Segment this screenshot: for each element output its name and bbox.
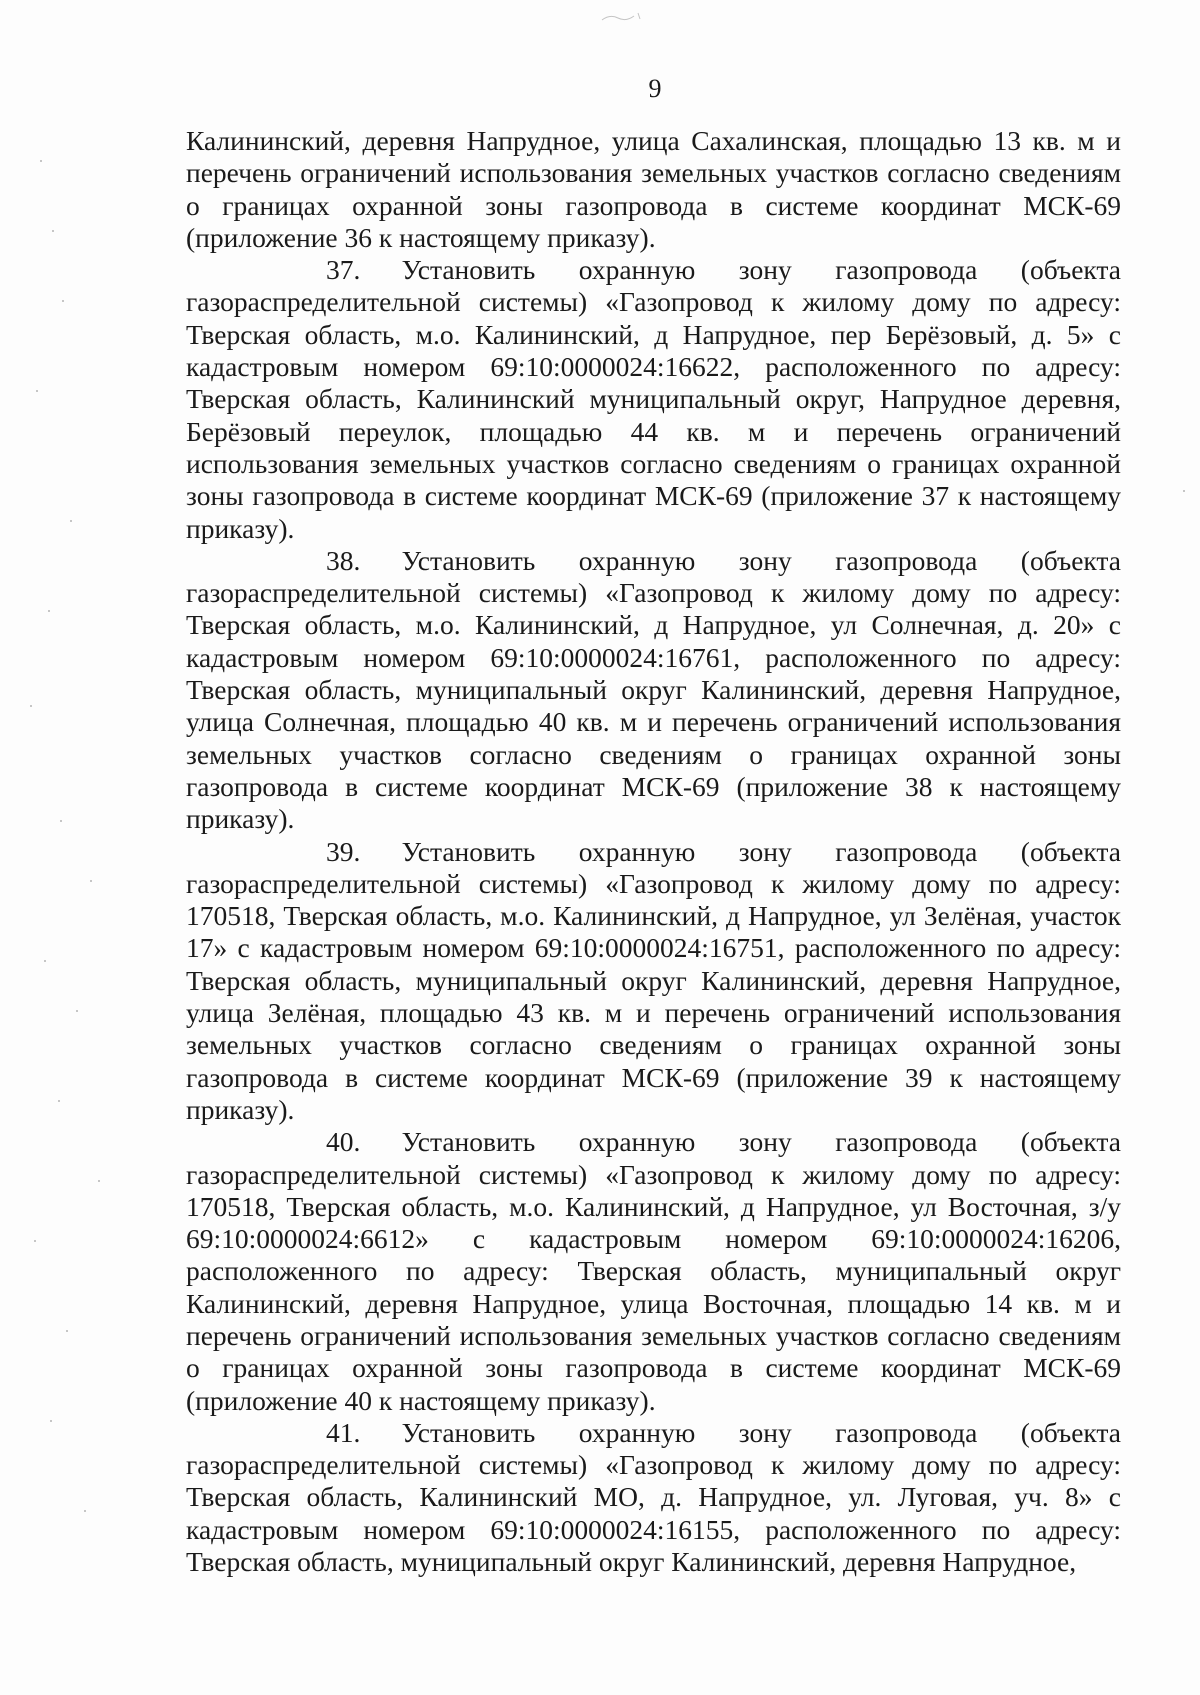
- paragraph-item-40: [186, 1126, 1121, 1417]
- paragraph-continuation: [186, 125, 1121, 254]
- page-number: 9: [648, 74, 662, 103]
- item-number: 37.: [326, 254, 361, 286]
- paragraph-item-41: [186, 1417, 1121, 1578]
- paragraph-text: Калининский, деревня Напрудное, улица Сахалинская, площадью 13 кв. м и перечень ограничений использования земельных участков согласно сведениям о границах охранной зоны газопровода в системе координат МСК-69 (приложение 36 к настоящему приказу).: [186, 125, 1121, 253]
- paragraph-text: Установить охранную зону газопровода (объекта газораспределительной системы) «Газопровод к жилому дому по адресу: 170518, Тверская область, м.о. Калининский, д Напрудное, ул Восточная, з/у 69:10:0000024:6612» с кадастровым номером 69:10:0000024:16206, расположенного по адресу: Тверская область, муниципальный округ Калининский, деревня Напрудное, улица Восточная, площадью 14 кв. м и перечень ограничений использования земельных участков согласно сведениям о границах охранной зоны газопровода в системе координат МСК-69 (приложение 40 к настоящему приказу).: [186, 1126, 1121, 1416]
- paragraph-item-37: [186, 254, 1121, 545]
- paragraph-text: Установить охранную зону газопровода (объекта газораспределительной системы) «Газопровод к жилому дому по адресу: 170518, Тверская область, м.о. Калининский, д Напрудное, ул Зелёная, участок 17» с кадастровым номером 69:10:0000024:16751, расположенного по адресу: Тверская область, муниципальный округ Калининский, деревня Напрудное, улица Зелёная, площадью 43 кв. м и перечень ограничений использования земельных участков согласно сведениям о границах охранной зоны газопровода в системе координат МСК-69 (приложение 39 к настоящему приказу).: [186, 835, 1121, 1125]
- scan-noise-left-margin: [0, 0, 160, 1695]
- document-body: [186, 125, 1121, 1578]
- item-number: 39.: [326, 835, 361, 867]
- paragraph-text: Установить охранную зону газопровода (объекта газораспределительной системы) «Газопровод к жилому дому по адресу: Тверская область, Калининский МО, д. Напрудное, ул. Луговая, уч. 8» с кадастровым номером 69:10:0000024:16155, расположенного по адресу: Тверская область, муниципальный округ Калининский, деревня Напрудное,: [186, 1416, 1121, 1578]
- item-number: 38.: [326, 544, 361, 576]
- paragraph-text: Установить охранную зону газопровода (объекта газораспределительной системы) «Газопровод к жилому дому по адресу: Тверская область, м.о. Калининский, д Напрудное, пер Берёзовый, д. 5» с кадастровым номером 69:10:0000024:16622, расположенного по адресу: Тверская область, Калининский муниципальный округ, Напрудное деревня, Берёзовый переулок, площадью 44 кв. м и перечень ограничений использования земельных участков согласно сведениям о границах охранной зоны газопровода в системе координат МСК-69 (приложение 37 к настоящему приказу).: [186, 254, 1121, 544]
- paragraph-text: Установить охранную зону газопровода (объекта газораспределительной системы) «Газопровод к жилому дому по адресу: Тверская область, м.о. Калининский, д Напрудное, ул Солнечная, д. 20» с кадастровым номером 69:10:0000024:16761, расположенного по адресу: Тверская область, муниципальный округ Калининский, деревня Напрудное, улица Солнечная, площадью 40 кв. м и перечень ограничений использования земельных участков согласно сведениям о границах охранной зоны газопровода в системе координат МСК-69 (приложение 38 к настоящему приказу).: [186, 544, 1121, 835]
- item-number: 41.: [326, 1416, 361, 1448]
- paragraph-item-39: [186, 836, 1121, 1127]
- scan-artifact-mark: [600, 10, 650, 24]
- paragraph-item-38: [186, 545, 1121, 836]
- item-number: 40.: [326, 1126, 361, 1158]
